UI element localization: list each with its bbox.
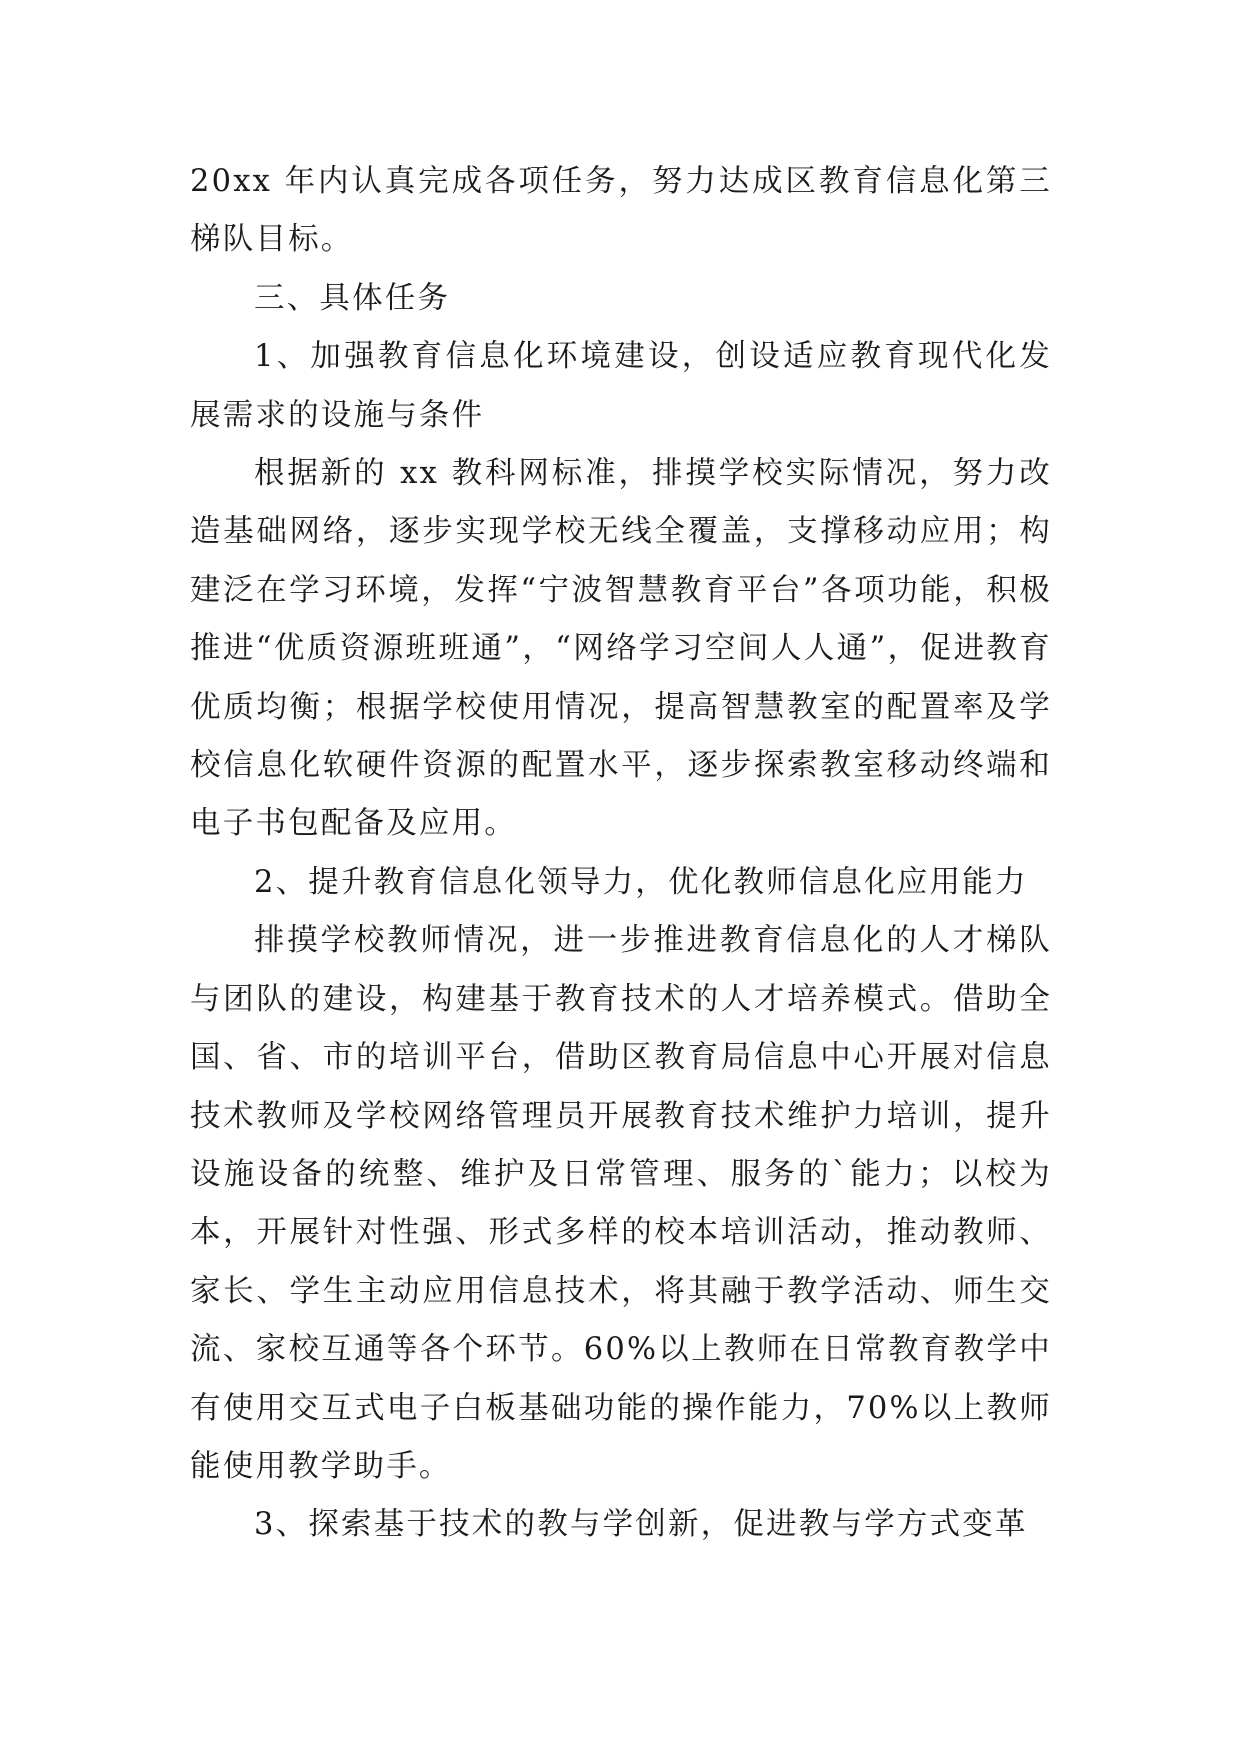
task-heading-3: 3、探索基于技术的教与学创新，促进教与学方式变革 [254, 1507, 1028, 1543]
paragraph-continuation: 20xx 年内认真完成各项任务，努力达成区教育信息化第三梯队目标。 [190, 164, 1052, 258]
task-body-2: 排摸学校教师情况，进一步推进教育信息化的人才梯队与团队的建设，构建基于教育技术的人才培养模式。借助全国、省、市的培训平台，借助区教育局信息中心开展对信息技术教师及学校网络管理员开展教育技术维护力培训，提升设施设备的统整、维护及日常管理、服务的`能力；以校为本，开展针对性强、形式多样的校本培训活动，推动教师、家长、学生主动应用信息技术，将其融于教学活动、师生交流、家校互通等各个环节。60%以上教师在日常教育教学中有使用交互式电子白板基础功能的操作能力，70%以上教师能使用教学助手。 [190, 923, 1052, 1484]
task-heading-1: 1、加强教育信息化环境建设，创设适应教育现代化发展需求的设施与条件 [190, 339, 1052, 433]
task-body-1: 根据新的 xx 教科网标准，排摸学校实际情况，努力改造基础网络，逐步实现学校无线全覆盖，支撑移动应用；构建泛在学习环境，发挥“宁波智慧教育平台”各项功能，积极推进“优质资源班班通”，“网络学习空间人人通”，促进教育优质均衡；根据学校使用情况，提高智慧教室的配置率及学校信息化软硬件资源的配置水平，逐步探索教室移动终端和电子书包配备及应用。 [190, 456, 1052, 842]
section-heading-tasks: 三、具体任务 [254, 280, 451, 316]
task-heading-2: 2、提升教育信息化领导力，优化教师信息化应用能力 [254, 864, 1028, 900]
document-body [190, 153, 1052, 1555]
